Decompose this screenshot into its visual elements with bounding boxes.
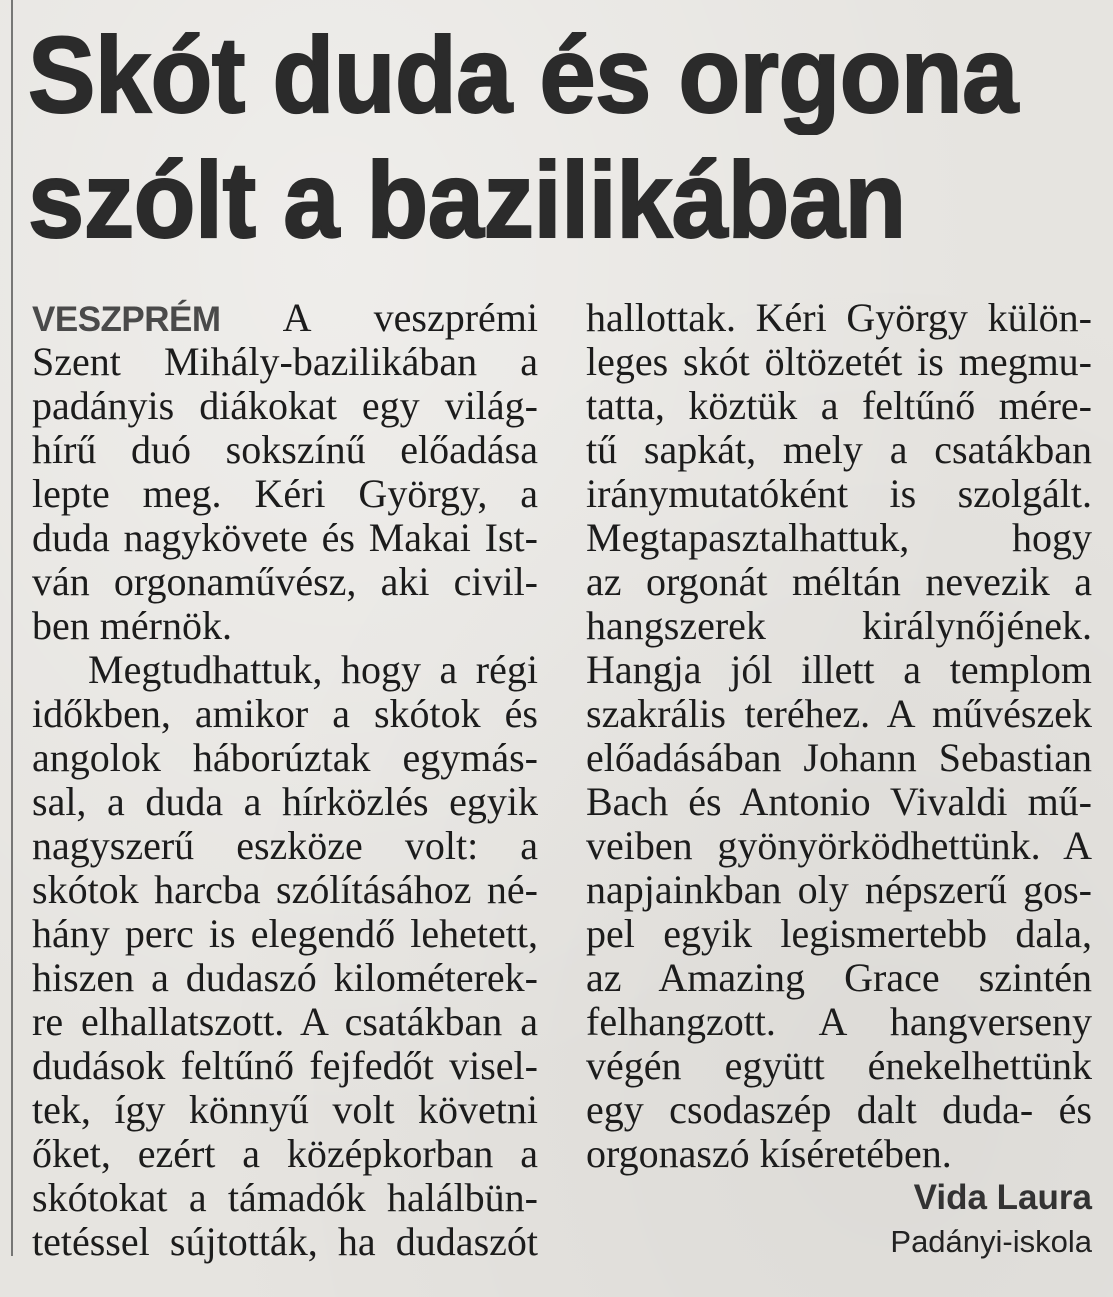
- left-column: [32, 296, 538, 1264]
- article-text-line: Szent Mihály-bazilikában a: [32, 339, 538, 384]
- lead-text: A veszprémi: [282, 295, 538, 340]
- article-text-line: Megtapasztalhattuk, hogy: [586, 515, 1092, 560]
- article-text-line: [32, 296, 538, 340]
- article-text-line: iránymutatóként is szolgált.: [586, 471, 1092, 516]
- right-column: [586, 296, 1092, 1264]
- article-text-line: hangszerek királynőjének.: [586, 603, 1092, 648]
- article-text-line: hány perc is elegendő lehetett,: [32, 911, 538, 956]
- article-text-line: őket, ezért a középkorban a: [32, 1131, 538, 1176]
- headline-line-2: [28, 137, 1103, 262]
- article-text-line: tek, így könnyű volt követni: [32, 1087, 538, 1132]
- headline: [28, 12, 1103, 262]
- column-rule: [11, 0, 13, 1256]
- article-text-line: végén együtt énekelhettünk: [586, 1043, 1092, 1088]
- article-text-line: tatta, köztük a feltűnő mére-: [586, 383, 1092, 428]
- headline-line-2-text: szólt a bazilikában: [28, 139, 906, 260]
- article-text-line: napjainkban oly népszerű gos-: [586, 867, 1092, 912]
- article-text-line: ván orgonaművész, aki civil-: [32, 559, 538, 604]
- article-text-line: tetéssel sújtották, ha dudaszót: [32, 1219, 538, 1264]
- headline-line-1-text: Skót duda és orgona: [28, 14, 1018, 135]
- article-text-line: veiben gyönyörködhettünk. A: [586, 823, 1092, 868]
- article-text-line: re elhallatszott. A csatákban a: [32, 999, 538, 1044]
- article-text-line: lepte meg. Kéri György, a: [32, 471, 538, 516]
- author-name: Vida Laura: [913, 1178, 1092, 1217]
- article-text-line: duda nagykövete és Makai Ist-: [32, 515, 538, 560]
- article-text-line: angolok háborúztak egymás-: [32, 735, 538, 780]
- article-text-line: Megtudhattuk, hogy a régi: [88, 647, 538, 692]
- article-text-line: felhangzott. A hangverseny: [586, 999, 1092, 1044]
- article-text-line: egy csodaszép dalt duda- és: [586, 1087, 1092, 1132]
- article-text-line: az Amazing Grace szintén: [586, 955, 1092, 1000]
- article-text-line: skótokat a támadók halálbün-: [32, 1175, 538, 1220]
- article-text-line: előadásában Johann Sebastian: [586, 735, 1092, 780]
- article-text-line: Hangja jól illett a templom: [586, 647, 1092, 692]
- author-affiliation: Padányi-iskola: [890, 1224, 1092, 1259]
- article-text-line: hiszen a dudaszó kilométerek-: [32, 955, 538, 1000]
- article-text-line: Bach és Antonio Vivaldi mű-: [586, 779, 1092, 824]
- article-text-line: hírű duó sokszínű előadása: [32, 427, 538, 472]
- article-text-line: dudások feltűnő fejfedőt visel-: [32, 1043, 538, 1088]
- article-text-line: időkben, amikor a skótok és: [32, 691, 538, 736]
- article-text-line: pel egyik legismertebb dala,: [586, 911, 1092, 956]
- article-text-line: orgonaszó kíséretében.: [586, 1131, 952, 1176]
- article-text-line: skótok harcba szólításához né-: [32, 867, 538, 912]
- article-text-line: padányis diákokat egy világ-: [32, 383, 538, 428]
- article-text-line: hallottak. Kéri György külön-: [586, 295, 1092, 340]
- article-text-line: az orgonát méltán nevezik a: [586, 559, 1092, 604]
- dateline: VESZPRÉM: [32, 300, 221, 339]
- article-text-line: ben mérnök.: [32, 603, 232, 648]
- article-text-line: nagyszerű eszköze volt: a: [32, 823, 538, 868]
- article-text-line: tű sapkát, mely a csatákban: [586, 427, 1092, 472]
- headline-line-1: [28, 12, 1103, 137]
- article-text-line: leges skót öltözetét is megmu-: [586, 339, 1092, 384]
- article-text-line: szakrális teréhez. A művészek: [586, 691, 1092, 736]
- article-text-line: sal, a duda a hírközlés egyik: [32, 779, 538, 824]
